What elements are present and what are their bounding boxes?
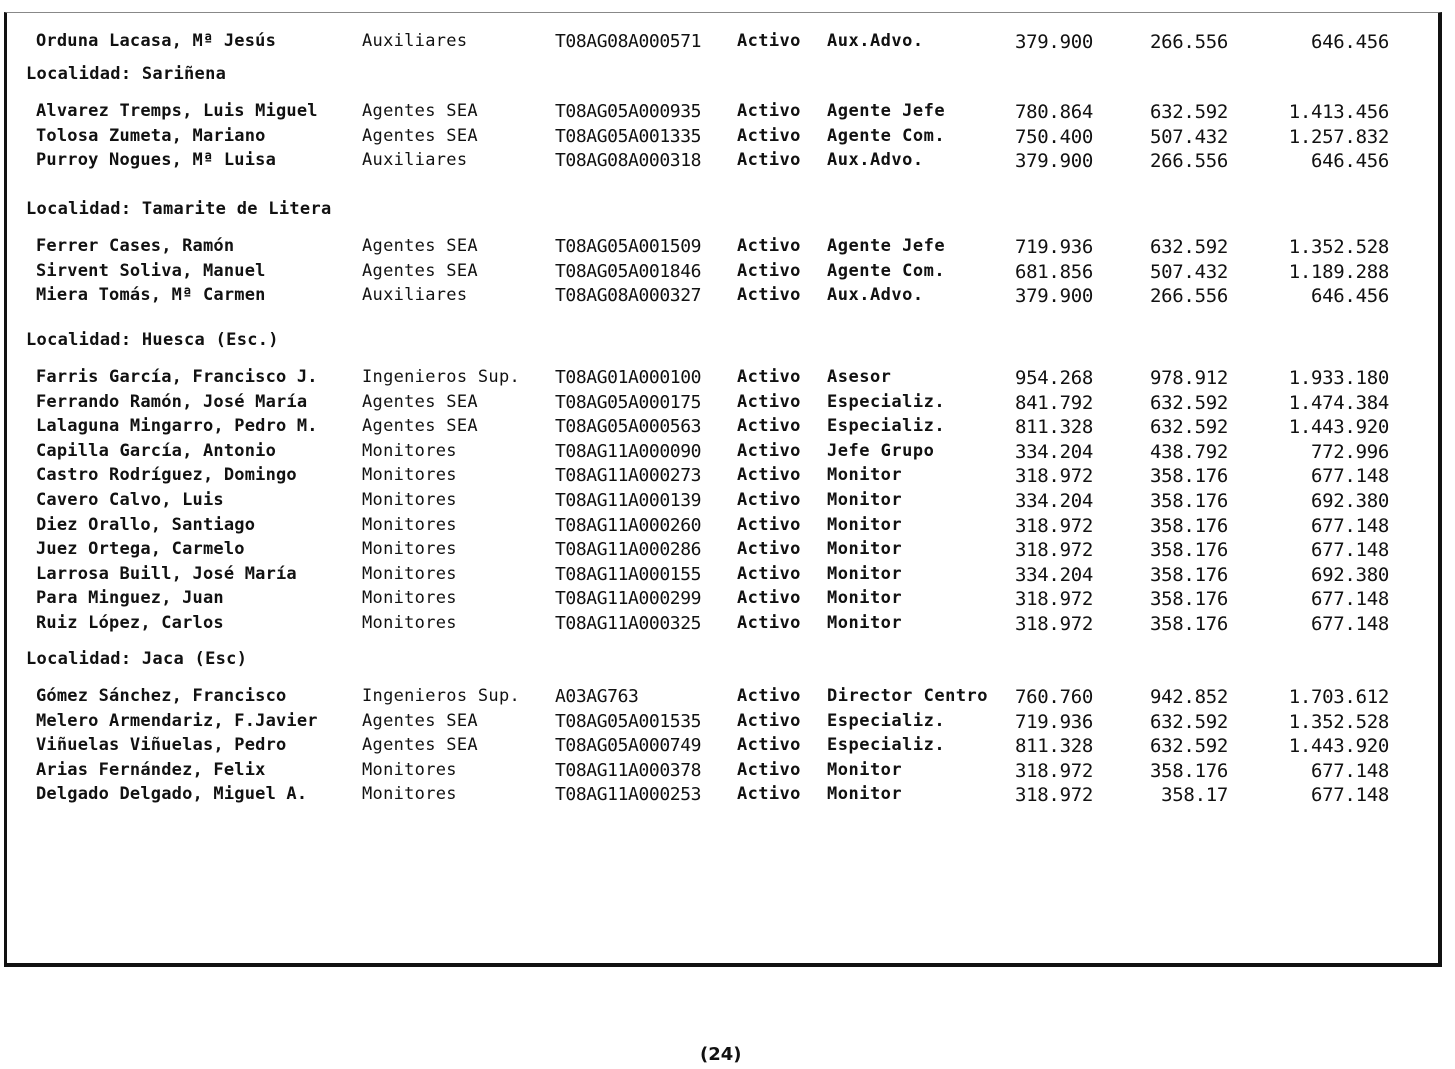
amount-2: 942.852 [1150,686,1228,708]
employee-position: Monitor [827,588,903,609]
table-row [0,261,1455,285]
amount-2: 507.432 [1150,125,1228,148]
table-row [0,416,1455,440]
table-row [0,367,1455,391]
amount-total: 692.380 [1311,563,1389,586]
amount-2: 358.176 [1150,539,1228,562]
employee-category: Ingenieros Sup. [362,686,521,706]
table-row [0,711,1455,735]
table-row [0,564,1455,588]
amount-2: 632.592 [1150,416,1228,439]
employee-category: Monitores [362,440,457,461]
table-row [0,392,1455,416]
amount-2: 978.912 [1150,367,1228,389]
employee-position: Monitor [827,784,903,805]
employee-name: Larrosa Buill, José María [36,563,297,584]
table-row [0,31,1455,55]
amount-1: 811.328 [1015,735,1093,758]
employee-category: Agentes SEA [362,260,478,281]
employee-status: Activo [737,686,801,706]
amount-2: 632.592 [1150,391,1228,414]
employee-name: Juez Ortega, Carmelo [36,539,245,560]
employee-name: Orduna Lacasa, Mª Jesús [36,31,277,51]
employee-status: Activo [737,465,801,486]
amount-1: 318.972 [1015,613,1093,635]
page-number: (24) [700,1044,742,1065]
employee-status: Activo [737,416,801,437]
amount-1: 719.936 [1015,710,1093,733]
amount-total: 1.189.288 [1288,260,1389,283]
employee-category: Monitores [362,759,457,780]
table-row [0,126,1455,150]
employee-status: Activo [737,514,801,535]
employee-code: T08AG11A000260 [555,514,702,536]
amount-1: 318.972 [1015,588,1093,611]
amount-total: 1.443.920 [1288,416,1389,439]
employee-name: Arias Fernández, Felix [36,759,266,780]
employee-code: T08AG05A001535 [555,710,702,732]
employee-code: T08AG05A001509 [555,236,702,257]
employee-code: T08AG11A000325 [555,613,702,634]
amount-2: 438.792 [1150,440,1228,463]
employee-position: Aux.Advo. [827,285,924,306]
table-row [0,735,1455,759]
employee-name: Ferrando Ramón, José María [36,391,308,412]
employee-code: T08AG05A000563 [555,416,702,438]
amount-1: 750.400 [1015,125,1093,148]
amount-total: 692.380 [1311,490,1389,512]
amount-1: 811.328 [1015,416,1093,439]
employee-status: Activo [737,260,801,281]
employee-position: Asesor [827,367,892,387]
employee-code: T08AG01A000100 [555,367,702,388]
employee-name: Delgado Delgado, Miguel A. [36,784,308,805]
employee-category: Agentes SEA [362,236,478,256]
amount-1: 379.900 [1015,31,1093,53]
amount-total: 646.456 [1311,31,1389,53]
employee-name: Tolosa Zumeta, Mariano [36,125,266,146]
amount-total: 1.257.832 [1288,125,1389,148]
table-row [0,150,1455,174]
employee-position: Monitor [827,563,903,584]
table-row [0,465,1455,489]
employee-status: Activo [737,759,801,780]
amount-2: 266.556 [1150,285,1228,308]
employee-code: T08AG05A001335 [555,125,702,147]
employee-position: Jefe Grupo [827,440,935,461]
employee-status: Activo [737,285,801,306]
table-row [0,236,1455,260]
table-row [0,760,1455,784]
amount-2: 358.176 [1150,613,1228,635]
employee-position: Monitor [827,465,903,486]
amount-1: 954.268 [1015,367,1093,389]
employee-category: Agentes SEA [362,125,478,146]
employee-code: T08AG11A000378 [555,759,702,781]
table-row [0,441,1455,465]
amount-2: 266.556 [1150,150,1228,173]
employee-status: Activo [737,588,801,609]
employee-status: Activo [737,101,801,121]
employee-position: Monitor [827,613,903,633]
amount-2: 358.176 [1150,759,1228,782]
amount-2: 507.432 [1150,260,1228,283]
employee-status: Activo [737,367,801,387]
employee-position: Especializ. [827,735,946,756]
locality-heading: Localidad: Huesca (Esc.) [26,330,279,350]
employee-name: Sirvent Soliva, Manuel [36,260,266,281]
amount-1: 780.864 [1015,101,1093,123]
employee-position: Agente Jefe [827,236,946,256]
amount-1: 841.792 [1015,391,1093,414]
amount-total: 677.148 [1311,759,1389,782]
employee-name: Miera Tomás, Mª Carmen [36,285,266,306]
employee-code: T08AG11A000299 [555,588,702,610]
employee-category: Agentes SEA [362,735,478,756]
amount-total: 1.352.528 [1288,236,1389,258]
employee-status: Activo [737,710,801,731]
employee-category: Monitores [362,514,457,535]
amount-2: 358.176 [1150,563,1228,586]
employee-category: Monitores [362,465,457,486]
employee-code: T08AG11A000286 [555,539,702,561]
employee-position: Director Centro [827,686,989,706]
employee-name: Ferrer Cases, Ramón [36,236,235,256]
employee-name: Gómez Sánchez, Francisco [36,686,287,706]
employee-code: T08AG11A000139 [555,490,702,511]
amount-2: 358.176 [1150,465,1228,488]
amount-2: 358.176 [1150,514,1228,537]
amount-total: 677.148 [1311,613,1389,635]
employee-category: Auxiliares [362,31,468,51]
amount-2: 358.17 [1161,784,1228,807]
employee-category: Monitores [362,563,457,584]
employee-code: T08AG11A000253 [555,784,702,806]
employee-status: Activo [737,563,801,584]
employee-category: Ingenieros Sup. [362,367,521,387]
employee-status: Activo [737,236,801,256]
employee-name: Purroy Nogues, Mª Luisa [36,150,277,171]
employee-position: Especializ. [827,416,946,437]
amount-total: 1.443.920 [1288,735,1389,758]
employee-status: Activo [737,440,801,461]
employee-code: T08AG08A000571 [555,31,702,52]
amount-total: 677.148 [1311,514,1389,537]
amount-total: 677.148 [1311,588,1389,611]
employee-name: Melero Armendariz, F.Javier [36,710,318,731]
employee-position: Aux.Advo. [827,31,924,51]
amount-1: 318.972 [1015,514,1093,537]
amount-1: 334.204 [1015,440,1093,463]
amount-2: 358.176 [1150,490,1228,512]
employee-position: Monitor [827,539,903,560]
table-row [0,490,1455,514]
employee-status: Activo [737,784,801,805]
amount-1: 719.936 [1015,236,1093,258]
employee-category: Agentes SEA [362,101,478,121]
amount-1: 681.856 [1015,260,1093,283]
employee-position: Monitor [827,490,903,510]
employee-category: Agentes SEA [362,416,478,437]
employee-position: Monitor [827,759,903,780]
amount-2: 358.176 [1150,588,1228,611]
employee-status: Activo [737,150,801,171]
table-row [0,285,1455,309]
amount-total: 646.456 [1311,150,1389,173]
employee-name: Diez Orallo, Santiago [36,514,256,535]
amount-2: 632.592 [1150,236,1228,258]
employee-name: Castro Rodríguez, Domingo [36,465,297,486]
employee-code: T08AG08A000327 [555,285,702,307]
amount-total: 646.456 [1311,285,1389,308]
employee-status: Activo [737,391,801,412]
employee-name: Lalaguna Mingarro, Pedro M. [36,416,318,437]
amount-2: 632.592 [1150,735,1228,758]
employee-status: Activo [737,125,801,146]
amount-1: 318.972 [1015,539,1093,562]
employee-position: Agente Jefe [827,101,946,121]
table-row [0,101,1455,125]
amount-2: 632.592 [1150,101,1228,123]
employee-code: T08AG11A000155 [555,563,702,585]
employee-name: Ruiz López, Carlos [36,613,224,633]
table-row [0,539,1455,563]
table-row [0,686,1455,710]
amount-total: 1.703.612 [1288,686,1389,708]
employee-status: Activo [737,613,801,633]
employee-status: Activo [737,490,801,510]
amount-2: 266.556 [1150,31,1228,53]
employee-code: T08AG05A001846 [555,260,702,282]
table-row [0,784,1455,808]
amount-1: 318.972 [1015,759,1093,782]
amount-total: 772.996 [1311,440,1389,463]
employee-name: Viñuelas Viñuelas, Pedro [36,735,287,756]
employee-position: Aux.Advo. [827,150,924,171]
amount-1: 334.204 [1015,563,1093,586]
employee-category: Monitores [362,588,457,609]
amount-total: 677.148 [1311,539,1389,562]
employee-code: T08AG08A000318 [555,150,702,172]
employee-code: T08AG05A000749 [555,735,702,757]
employee-code: A03AG763 [555,686,639,707]
employee-category: Monitores [362,539,457,560]
employee-status: Activo [737,31,801,51]
employee-category: Monitores [362,613,457,633]
table-row [0,613,1455,637]
locality-heading: Localidad: Sariñena [26,64,227,84]
amount-total: 677.148 [1311,465,1389,488]
employee-position: Agente Com. [827,260,946,281]
employee-name: Alvarez Tremps, Luis Miguel [36,101,318,121]
table-row [0,588,1455,612]
employee-name: Capilla García, Antonio [36,440,277,461]
amount-total: 1.933.180 [1288,367,1389,389]
amount-1: 760.760 [1015,686,1093,708]
employee-status: Activo [737,735,801,756]
employee-position: Especializ. [827,391,946,412]
amount-total: 1.352.528 [1288,710,1389,733]
employee-code: T08AG11A000090 [555,440,702,462]
employee-code: T08AG05A000175 [555,391,702,413]
employee-category: Monitores [362,490,457,510]
employee-name: Para Minguez, Juan [36,588,224,609]
amount-1: 318.972 [1015,784,1093,807]
employee-name: Cavero Calvo, Luis [36,490,224,510]
employee-position: Monitor [827,514,903,535]
employee-category: Agentes SEA [362,710,478,731]
table-row [0,515,1455,539]
employee-position: Especializ. [827,710,946,731]
amount-total: 1.474.384 [1288,391,1389,414]
employee-position: Agente Com. [827,125,946,146]
amount-2: 632.592 [1150,710,1228,733]
amount-total: 677.148 [1311,784,1389,807]
employee-status: Activo [737,539,801,560]
amount-1: 379.900 [1015,150,1093,173]
employee-category: Auxiliares [362,150,468,171]
employee-code: T08AG11A000273 [555,465,702,487]
amount-1: 379.900 [1015,285,1093,308]
employee-name: Farris García, Francisco J. [36,367,318,387]
employee-category: Auxiliares [362,285,468,306]
amount-1: 334.204 [1015,490,1093,512]
employee-code: T08AG05A000935 [555,101,702,122]
employee-category: Agentes SEA [362,391,478,412]
amount-1: 318.972 [1015,465,1093,488]
amount-total: 1.413.456 [1288,101,1389,123]
employee-category: Monitores [362,784,457,805]
locality-heading: Localidad: Tamarite de Litera [26,199,332,219]
locality-heading: Localidad: Jaca (Esc) [26,649,248,669]
